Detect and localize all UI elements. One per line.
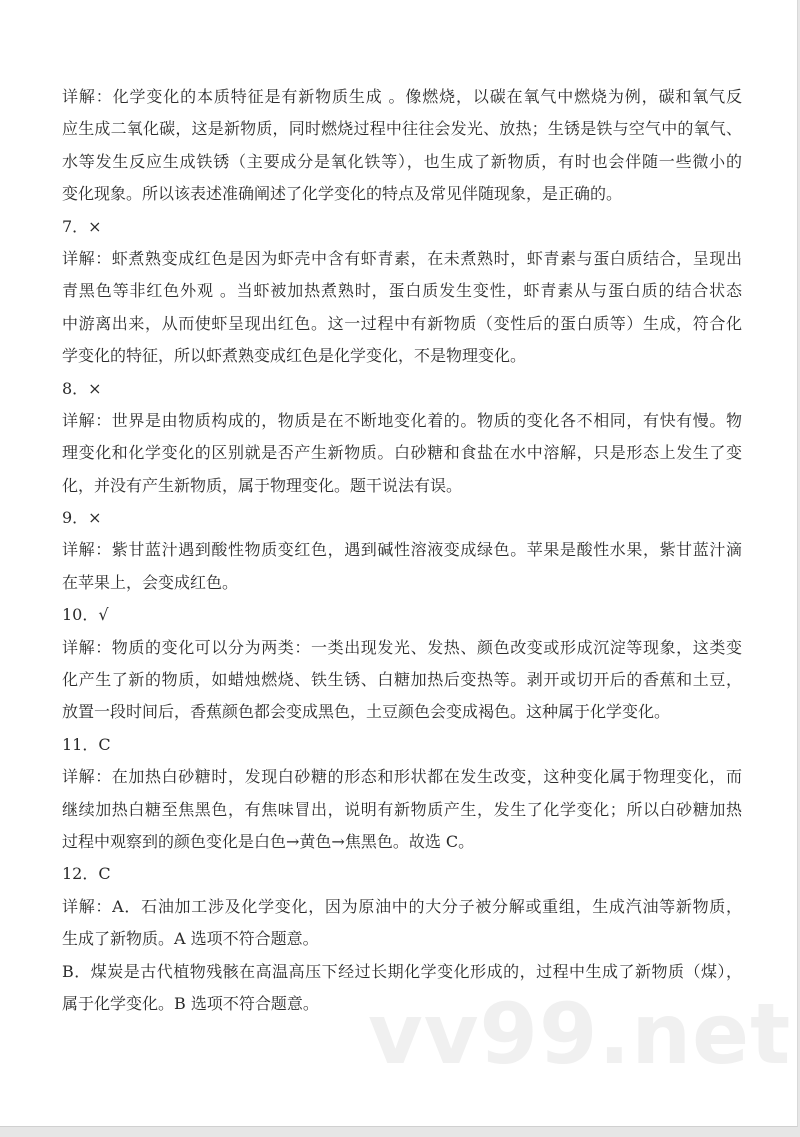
question-answer-heading: 7．×: [62, 216, 102, 236]
question-answer-heading: 8．×: [62, 378, 102, 398]
question-answer-heading: 11．C: [62, 734, 111, 754]
text-line: 变化现象。所以该表述准确阐述了化学变化的特点及常见伴随现象，是正确的。: [62, 184, 623, 204]
watermark: vv99.net: [368, 985, 792, 1083]
text-line: 青黑色等非红色外观 。当虾被加热煮熟时，蛋白质发生变性，虾青素从与蛋白质的结合状态: [62, 281, 742, 301]
text-line: 水等发生反应生成铁锈（主要成分是氧化铁等），也生成了新物质，有时也会伴随一些微小的: [62, 151, 742, 171]
text-line: 详解：物质的变化可以分为两类：一类出现发光、发热、颜色改变或形成沉淀等现象，这类变: [62, 637, 742, 657]
text-line: 详解：化学变化的本质特征是有新物质生成 。像燃烧，以碳在氧气中燃烧为例，碳和氧气反: [62, 87, 742, 106]
text-line: 化，并没有产生新物质，属于物理变化。题干说法有误。: [62, 475, 463, 495]
text-line: 在苹果上，会变成红色。: [62, 572, 239, 592]
text-line: 理变化和化学变化的区别就是否产生新物质。白砂糖和食盐在水中溶解，只是形态上发生了变: [62, 443, 742, 463]
question-answer-heading: 12．C: [62, 864, 111, 884]
text-line: 详解：在加热白砂糖时，发现白砂糖的形态和形状都在发生改变，这种变化属于物理变化，而: [62, 767, 742, 787]
text-line: 过程中观察到的颜色变化是白色→黄色→焦黑色。故选 C。: [62, 831, 475, 851]
text-line: 中游离出来，从而使虾呈现出红色。这一过程中有新物质（变性后的蛋白质等）生成，符合化: [62, 313, 742, 333]
text-line: 属于化学变化。B 选项不符合题意。: [62, 993, 319, 1013]
text-line: 学变化的特征，所以虾煮熟变成红色是化学变化，不是物理变化。: [62, 346, 527, 366]
text-line: 放置一段时间后，香蕉颜色都会变成黑色，土豆颜色会变成褐色。这种属于化学变化。: [62, 702, 671, 722]
text-line: 生成了新物质。A 选项不符合题意。: [62, 929, 319, 949]
answer-text-body: [62, 84, 742, 1023]
question-answer-heading: 9．×: [62, 508, 102, 528]
question-answer-heading: 10．√: [62, 605, 109, 625]
text-line: B．煤炭是古代植物残骸在高温高压下经过长期化学变化形成的，过程中生成了新物质（煤），: [62, 961, 742, 981]
text-line: 详解：虾煮熟变成红色是因为虾壳中含有虾青素，在未煮熟时，虾青素与蛋白质结合，呈现出: [62, 248, 742, 268]
text-line: 详解：世界是由物质构成的，物质是在不断地变化着的。物质的变化各不相同，有快有慢。物: [62, 410, 742, 430]
text-line: 详解：A．石油加工涉及化学变化，因为原油中的大分子被分解或重组，生成汽油等新物质，: [62, 896, 742, 916]
text-line: 应生成二氧化碳，这是新物质，同时燃烧过程中往往会发光、放热；生锈是铁与空气中的氧气、: [62, 119, 742, 139]
text-line: 详解：紫甘蓝汁遇到酸性物质变红色，遇到碱性溶液变成绿色。苹果是酸性水果，紫甘蓝汁滴: [62, 540, 742, 560]
text-line: 化产生了新的物质，如蜡烛燃烧、铁生锈、白糖加热后变热等。剥开或切开后的香蕉和土豆，: [62, 670, 742, 690]
text-line: 继续加热白糖至焦黑色，有焦味冒出，说明有新物质产生，发生了化学变化；所以白砂糖加热: [62, 799, 742, 819]
